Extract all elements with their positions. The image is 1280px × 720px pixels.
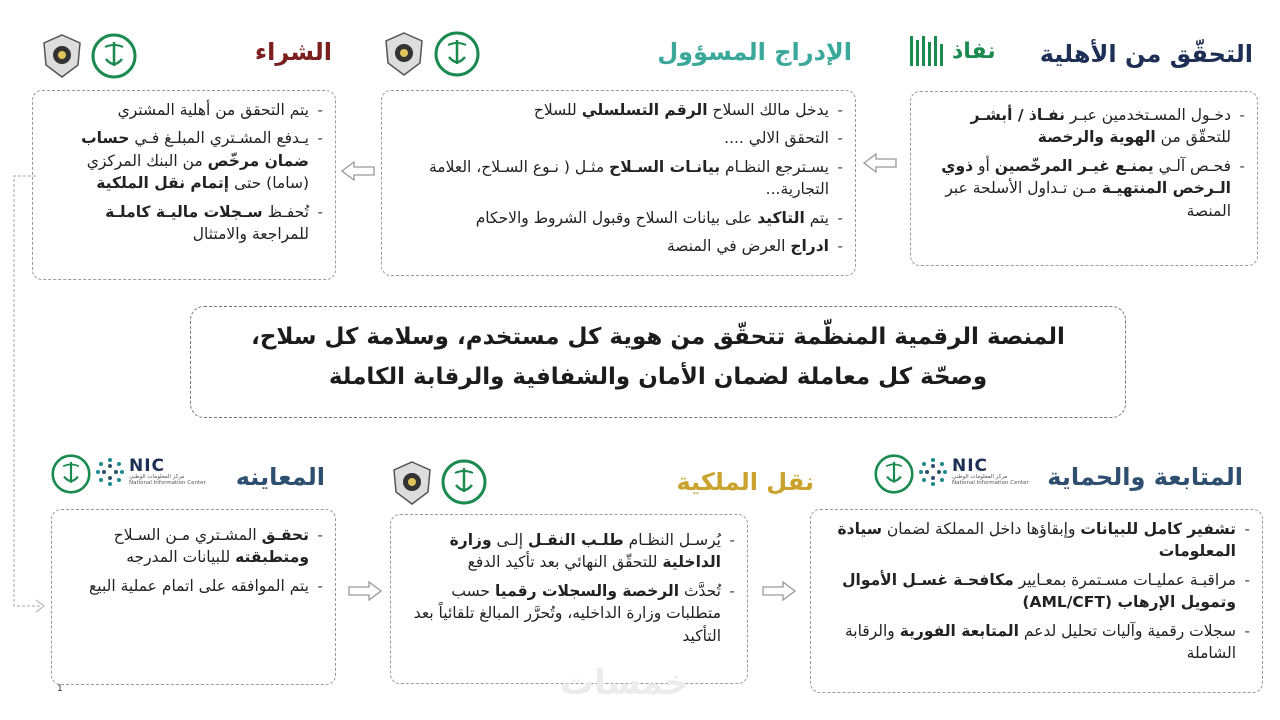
purchase-title: الشراء <box>254 38 332 66</box>
eligibility-bullet-text: مـن تـداول الأسلحة عبر المنصة <box>945 179 1231 220</box>
inspection-bullet-text: للبيانات المدرجه <box>126 548 236 567</box>
listing-bullet-text: العرض في المنصة <box>666 237 791 256</box>
listing-bullet-text: يدخل مالك السلاح <box>707 101 829 119</box>
connector-line <box>6 170 50 620</box>
listing-bullet <box>394 156 843 201</box>
flow-arrow-left-icon <box>341 160 375 182</box>
nic-abbr: NIC <box>952 456 989 476</box>
eligibility-bullet-text: دخـول المسـتخدمين عبـر <box>1064 106 1231 124</box>
monitoring-title: المتابعة والحماية <box>1047 463 1243 491</box>
listing-list <box>394 99 843 258</box>
inspection-box <box>51 509 336 685</box>
monitoring-bullet <box>823 620 1250 665</box>
nafath-logo-icon <box>908 32 946 70</box>
nic-dots-icon <box>918 457 948 487</box>
purchase-bullet-text: يـدفع المشـتري المبلـغ فـي <box>129 129 309 148</box>
watermark: خمسات <box>560 663 689 703</box>
eligibility-bullet-text: ذوي الـرخص المنتهيـة <box>941 156 1231 198</box>
inspection-title: المعاينه <box>235 463 325 491</box>
listing-title: الإدراج المسؤول <box>657 38 852 66</box>
purchase-bullet <box>45 201 323 246</box>
eligibility-bullet <box>923 155 1245 222</box>
transfer-bullet-text: تُحدَّث <box>679 581 721 600</box>
transfer-box <box>390 514 748 684</box>
ministry-of-interior-emblem-icon <box>434 31 480 77</box>
public-security-badge-icon <box>40 33 84 79</box>
purchase-bullet-text: تُحفـظ <box>262 202 309 221</box>
inspection-bullet-text: تحقـق <box>261 526 309 544</box>
listing-bullet <box>394 127 843 149</box>
nic-abbr: NIC <box>129 456 166 476</box>
transfer-bullet-text: للتحقّق النهائي بعد تأكيد الدفع <box>467 553 663 572</box>
monitoring-bullet-text: مكافحـة غسـل الأموال وتمويل الإرهاب (AML/CFT) <box>842 570 1236 612</box>
ministry-of-interior-emblem-icon <box>874 454 914 494</box>
public-security-badge-icon <box>390 460 434 506</box>
monitoring-bullet-text: تشفير كامل للبيانات <box>1080 520 1236 538</box>
monitoring-bullet-text: والرقابة الشاملة <box>844 621 1236 663</box>
monitoring-bullet <box>823 569 1250 614</box>
eligibility-bullet-text: للتحقّق من <box>1155 128 1231 147</box>
nic-dots-icon <box>95 457 125 487</box>
inspection-bullet <box>64 575 323 597</box>
monitoring-bullet-text: المتابعة الفورية <box>899 621 1019 640</box>
monitoring-bullet-text: مراقبـة عمليـات مسـتمرة بمعـايير <box>1013 570 1236 589</box>
listing-box <box>381 90 856 276</box>
flow-arrow-right-icon <box>348 580 382 602</box>
nic-arabic-name: مركز المعلومات الوطني <box>129 474 185 480</box>
listing-bullet-text: التاكيد <box>757 208 805 227</box>
monitoring-bullet-text: سيادة المعلومات <box>837 520 1236 561</box>
nafath-wordmark: نفاذ <box>952 38 996 64</box>
listing-bullet-text: على بيانات السلاح وقبول الشروط والاحكام <box>475 208 758 227</box>
nic-english-name: National Information Center <box>129 479 206 486</box>
purchase-box <box>32 90 336 280</box>
listing-bullet-text: للسلاح <box>533 101 582 119</box>
eligibility-list <box>923 104 1245 222</box>
inspection-bullet-text: المشـتري مـن السـلاح <box>113 526 262 544</box>
nic-logo <box>95 457 206 487</box>
monitoring-bullet-text: سجلات رقمية وآليات تحليل لدعم <box>1018 621 1236 640</box>
public-security-badge-icon <box>382 31 426 77</box>
listing-bullet-text: الرقم التسلسلي <box>581 101 708 119</box>
transfer-bullet <box>403 580 735 647</box>
purchase-bullet-text: للمراجعة والامتثال <box>192 225 309 244</box>
listing-bullet-text: يسـترجع النظـام <box>720 157 829 176</box>
eligibility-bullet-text: فحـص آلـي <box>1153 156 1231 175</box>
inspection-list <box>64 524 323 597</box>
flow-arrow-left-icon <box>863 152 897 174</box>
transfer-bullet-text: الرخصة والسجلات رقميا <box>494 581 680 600</box>
page-number: 1 <box>57 684 63 694</box>
eligibility-title: التحقّق من الأهلية <box>1039 40 1253 68</box>
monitoring-bullet-text: وإبقاؤها داخل المملكة لضمان <box>881 520 1081 538</box>
nafath-logo <box>908 32 996 70</box>
listing-bullet <box>394 99 843 121</box>
ministry-of-interior-emblem-icon <box>91 33 137 79</box>
transfer-bullet-text: إلـى <box>491 531 528 549</box>
transfer-bullet-text: وزارة الداخلية <box>449 531 721 572</box>
listing-bullet <box>394 235 843 257</box>
nic-logo <box>918 457 1029 487</box>
transfer-bullet-text: يُرسـل النظـام <box>623 531 721 549</box>
monitoring-list <box>823 518 1250 665</box>
eligibility-bullet-text: أو <box>973 156 995 175</box>
transfer-bullet-text: حسب متطلبات وزارة الداخليه، وتُحرَّر المبالغ تلقائياً بعد التأكيد <box>413 581 721 645</box>
transfer-list <box>403 529 735 647</box>
monitoring-bullet <box>823 518 1250 563</box>
flow-arrow-right-icon <box>762 580 796 602</box>
inspection-bullet-text: يتم الموافقه على اتمام عملية البيع <box>89 576 309 595</box>
purchase-bullet-text: من البنك المركزي (ساما) حتى <box>86 151 309 193</box>
nic-english-name: National Information Center <box>952 479 1029 486</box>
center-statement <box>190 306 1126 418</box>
monitoring-box <box>810 509 1263 693</box>
purchase-bullet-text: حساب ضمان مرخّص <box>81 129 309 170</box>
center-statement-line2: وصحّة كل معاملة لضمان الأمان والشفافية والرقابة الكاملة <box>328 364 988 391</box>
transfer-title: نقل الملكية <box>676 468 814 496</box>
eligibility-bullet-text: نفـاذ / أبشـر <box>970 106 1065 124</box>
listing-bullet-text: ادراج <box>790 237 829 256</box>
listing-bullet-text: يتم <box>804 208 829 227</box>
center-statement-line1: المنصة الرقمية المنظّمة تتحقّق من هوية كل مستخدم، وسلامة كل سلاح، <box>251 324 1065 350</box>
inspection-bullet <box>64 524 323 569</box>
eligibility-bullet-text: يمنـع غيـر المرخّصين <box>994 156 1154 175</box>
listing-bullet-text: التحقق الالي .... <box>724 129 829 148</box>
purchase-bullet-text: إتمام نقل الملكية <box>96 174 230 193</box>
nic-arabic-name: مركز المعلومات الوطني <box>952 474 1008 480</box>
purchase-list <box>45 99 323 246</box>
transfer-bullet <box>403 529 735 574</box>
purchase-bullet <box>45 127 323 194</box>
listing-bullet-text: بيانـات السـلاح <box>609 157 721 176</box>
eligibility-box <box>910 91 1258 266</box>
ministry-of-interior-emblem-icon <box>441 459 487 505</box>
purchase-bullet-text: يتم التحقق من أهلية المشتري <box>117 101 309 119</box>
eligibility-bullet <box>923 104 1245 149</box>
purchase-bullet <box>45 99 323 121</box>
purchase-bullet-text: سـجلات ماليـة كاملـة <box>105 202 263 221</box>
ministry-of-interior-emblem-icon <box>51 454 91 494</box>
eligibility-bullet-text: الهوية والرخصة <box>1037 128 1156 147</box>
listing-bullet-text: مثـل ( نـوع السـلاح، العلامة التجارية... <box>429 157 829 199</box>
listing-bullet <box>394 207 843 229</box>
transfer-bullet-text: طلـب النقـل <box>527 531 624 549</box>
inspection-bullet-text: ومتطبقته <box>235 548 309 567</box>
